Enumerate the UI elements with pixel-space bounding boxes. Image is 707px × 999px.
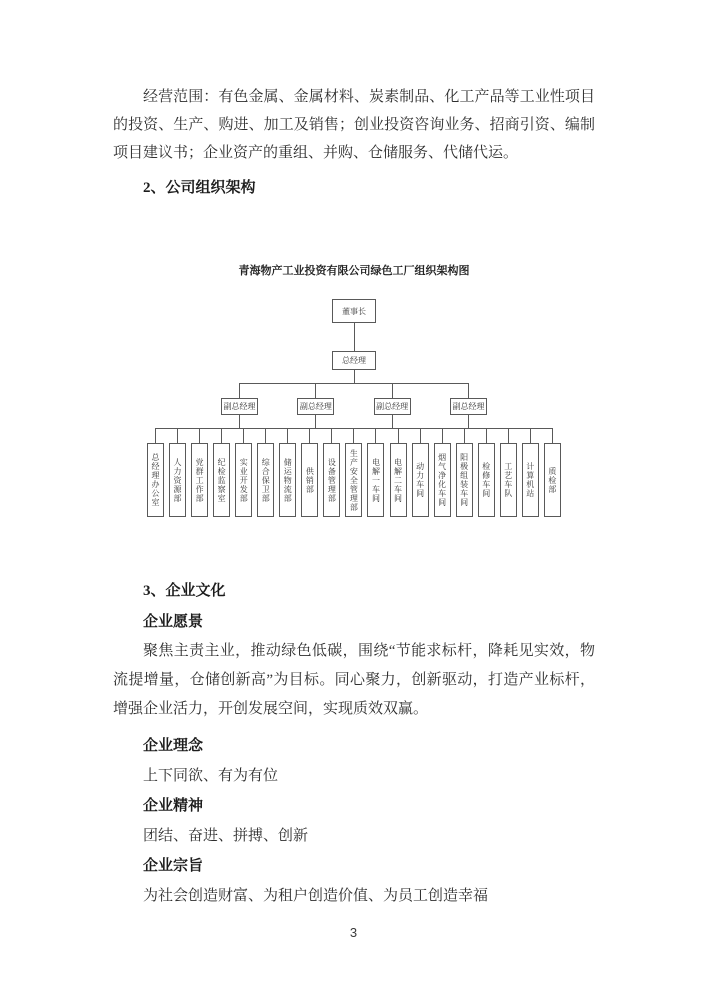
connector-line: [398, 428, 399, 443]
orgchart-department-level: [147, 428, 561, 517]
orgchart-general-manager-box: 总经理: [332, 351, 376, 370]
orgchart-department: [279, 428, 296, 517]
connector-line: [221, 428, 222, 443]
orgchart-department: [456, 428, 473, 517]
connector-line: [486, 428, 487, 443]
section3-heading: 3、企业文化: [143, 583, 226, 599]
orgchart-department: [191, 428, 208, 517]
orgchart-department: [345, 428, 362, 517]
purpose-text: 为社会创造财富、为租户创造价值、为员工创造幸福: [143, 888, 489, 904]
connector-line: [354, 370, 355, 383]
connector-line: [239, 415, 240, 428]
orgchart-department-box: 供销部: [301, 443, 318, 517]
orgchart-deputy-box: 副总经理: [297, 398, 334, 415]
orgchart-department-row: [147, 428, 561, 517]
vision-paragraph: 聚焦主责主业，推动绿色低碳，围绕“节能求标杆，降耗见实效，物流提增量，仓储创新高”为目标。同心聚力，创新驱动，打造产业标杆，增强企业活力，开创发展空间，实现质效双赢。: [113, 643, 595, 717]
orgchart-department-box: 工艺车队: [500, 443, 517, 517]
orgchart: [113, 264, 595, 517]
orgchart-department: [544, 428, 561, 517]
orgchart-department-box: 电解二车间: [390, 443, 407, 517]
connector-line: [552, 428, 553, 443]
connector-line: [353, 428, 354, 443]
connector-line: [392, 415, 393, 428]
orgchart-deputy-box: 副总经理: [221, 398, 258, 415]
orgchart-department: [213, 428, 230, 517]
orgchart-deputy-box: 副总经理: [374, 398, 411, 415]
connector-line: [420, 428, 421, 443]
philosophy-text: 上下同欲、有为有位: [143, 768, 279, 784]
spirit-heading: 企业精神: [143, 798, 204, 814]
orgchart-title: 青海物产工业投资有限公司绿色工厂组织架构图: [238, 265, 470, 277]
orgchart-department-box: 党群工作部: [191, 443, 208, 517]
orgchart-department: [147, 428, 164, 517]
connector-line: [315, 415, 316, 428]
connector-line: [530, 428, 531, 443]
orgchart-deputy-box: 副总经理: [450, 398, 487, 415]
orgchart-department-box: 储运物流部: [279, 443, 296, 517]
page-number: 3: [349, 925, 358, 940]
section2-heading: 2、公司组织架构: [143, 180, 256, 196]
orgchart-department-box: 阳极组装车间: [456, 443, 473, 517]
orgchart-deputy-row: [221, 383, 487, 428]
orgchart-department-box: 计算机站: [522, 443, 539, 517]
orgchart-department-box: 动力车间: [412, 443, 429, 517]
connector-line: [375, 428, 376, 443]
spirit-text: 团结、奋进、拼搏、创新: [143, 828, 309, 844]
connector-line: [199, 428, 200, 443]
orgchart-department-box: 人力资源部: [169, 443, 186, 517]
orgchart-department: [323, 428, 340, 517]
orgchart-department: [257, 428, 274, 517]
connector-line: [309, 428, 310, 443]
orgchart-department: [169, 428, 186, 517]
connector-line: [392, 383, 393, 398]
orgchart-department-box: 总经理办公室: [147, 443, 164, 517]
culture-section: [113, 577, 595, 911]
orgchart-deputy: [374, 383, 411, 428]
orgchart-department: [367, 428, 384, 517]
orgchart-department: [434, 428, 451, 517]
orgchart-department-box: 设备管理部: [323, 443, 340, 517]
orgchart-department-box: 质检部: [544, 443, 561, 517]
orgchart-department-box: 烟气净化车间: [434, 443, 451, 517]
orgchart-department: [522, 428, 539, 517]
connector-line: [287, 428, 288, 443]
connector-line: [464, 428, 465, 443]
orgchart-chairman-box: 董事长: [332, 299, 376, 323]
connector-line: [331, 428, 332, 443]
philosophy-heading: 企业理念: [143, 738, 204, 754]
orgchart-department: [390, 428, 407, 517]
vision-heading: 企业愿景: [143, 614, 204, 630]
connector-line: [315, 383, 316, 398]
orgchart-deputy-level: [221, 383, 487, 428]
connector-line: [354, 323, 355, 351]
connector-line: [468, 415, 469, 428]
orgchart-department-box: 综合保卫部: [257, 443, 274, 517]
orgchart-department-box: 生产安全管理部: [345, 443, 362, 517]
connector-line: [177, 428, 178, 443]
orgchart-department-box: 实业开发部: [235, 443, 252, 517]
orgchart-department-box: 电解一车间: [367, 443, 384, 517]
connector-line: [155, 428, 156, 443]
connector-line: [508, 428, 509, 443]
connector-line: [239, 383, 240, 398]
connector-line: [468, 383, 469, 398]
orgchart-deputy: [297, 383, 334, 428]
connector-line: [243, 428, 244, 443]
connector-line: [265, 428, 266, 443]
orgchart-department: [301, 428, 318, 517]
orgchart-department-box: 检修车间: [478, 443, 495, 517]
business-scope-paragraph: 经营范围：有色金属、金属材料、炭素制品、化工产品等工业性项目的投资、生产、购进、加工及销售；创业投资咨询业务、招商引资、编制项目建议书；企业资产的重组、并购、仓储服务、代储代运。: [113, 89, 595, 161]
orgchart-deputy: [221, 383, 258, 428]
orgchart-department: [478, 428, 495, 517]
orgchart-deputy: [450, 383, 487, 428]
purpose-heading: 企业宗旨: [143, 858, 204, 874]
orgchart-department: [235, 428, 252, 517]
orgchart-department-box: 纪检监察室: [213, 443, 230, 517]
orgchart-department: [412, 428, 429, 517]
orgchart-department: [500, 428, 517, 517]
connector-line: [442, 428, 443, 443]
